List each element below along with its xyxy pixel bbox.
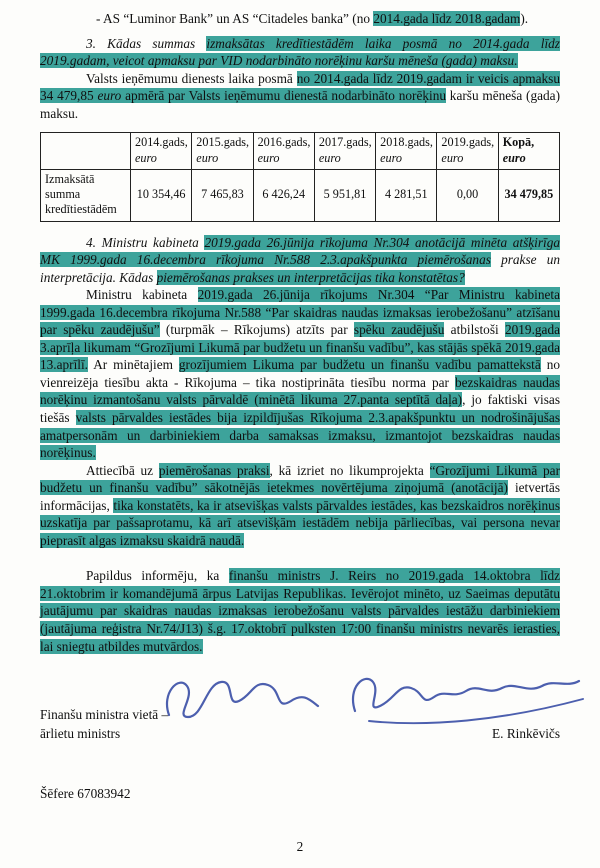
table-corner-cell [41, 133, 131, 170]
table-value-cell: 34 479,85 [498, 169, 559, 221]
signature-block [40, 683, 560, 743]
text: no vienreizēja tiesību akta - Rīkojuma – tika nostiprināta tiesību norma par [40, 357, 560, 390]
paragraph [40, 567, 560, 655]
table-column-header: 2016.gads, euro [253, 133, 314, 170]
table-row [41, 169, 560, 221]
highlighted-text: 2019.gada 26.jūnija rīkojums Nr.304 “Par Ministru kabineta 1999.gada 16.decembra rīkojuma Nr.588 “Par skaidras naudas izmaksas ierobežošanu” atzīšanu par spēku zaudējušu” [40, 287, 560, 338]
paragraph [40, 286, 560, 461]
highlighted-text: finanšu ministrs J. Reirs no 2019.gada 14.oktobra līdz 21.oktobrim ir komandējumā ārpus Latvijas Republikas. Ievērojot minēto, uz Saeimas deputātu jautājumu par skaidras naudas izmaksas ierobežošanu valsts pārvaldes iestāžu darbiniekiem (jautājuma reģistra Nr.74/J13) š.g. 17.oktobrī pulksten 17:00 finanšu ministrs nevarēs ierasties, lai sniegtu atbildes mutvārdos. [40, 568, 561, 654]
table-column-header: Kopā, euro [498, 133, 559, 170]
highlighted-text: grozījumiem Likuma par budžetu un finanšu vadību pamattekstā [178, 357, 541, 373]
highlighted-text: izmaksātas kredītiestādēm laika posmā no 2014.gada līdz 2019.gadam, veicot apmaksu par VID nodarbināto norēķinu karšu mēneša (gada) maksu. [40, 35, 560, 69]
paragraph [40, 35, 560, 70]
signer-title [40, 706, 168, 743]
paragraph [40, 234, 560, 287]
table-value-cell: 7 465,83 [192, 169, 253, 221]
text: Papildus informēju, ka [86, 568, 229, 584]
text: ietvertās informācijas, [40, 480, 560, 513]
text: 3. Kādas summas [86, 35, 207, 51]
highlighted-text: apmērā par Valsts ieņēmumu dienestā nodarbināto norēķinu [121, 88, 446, 104]
highlighted-text: valsts pārvaldes iestādes bija izpildījušas Rīkojuma 2.3.apakšpunktu un nodrošinājušas amatpersonām un darbiniekiem darba samaksas izmaksu, izmantojot bezskaidras naudas norēķinus. [40, 410, 560, 461]
text: ). [520, 11, 529, 26]
text: prakse un interpretācija. Kādas [40, 252, 560, 285]
table-value-cell: 4 281,51 [376, 169, 437, 221]
text: karšu mēneša (gada) maksu. [40, 88, 561, 121]
page-number: 2 [296, 839, 304, 855]
highlighted-text: 2014.gada līdz 2018.gadam [373, 11, 521, 26]
highlighted-text: bezskaidras naudas norēķinu izmantošanu valsts pārvaldē (minētā likuma 27.panta septītā daļa) [40, 374, 560, 408]
highlighted-text: tika konstatēts, ka ir atsevišķas valsts pārvaldes iestādes, kas bezskaidros norēķinus uzskatīja par pašsaprotamu, kā arī atsevišķām iestādēm nebija pārliecības, vai persona nevar pieprasīt algas izmaksu skaidrā naudā. [40, 497, 560, 548]
signer-title-line1: Finanšu ministra vietā – [40, 706, 169, 722]
highlighted-text: no 2014.gada līdz 2019.gadam ir veicis apmaksu 34 479,85 [40, 70, 560, 104]
document-body-top [40, 10, 560, 122]
text: Valsts ieņēmumu dienests laika posmā [86, 70, 297, 86]
table-column-header: 2018.gads, euro [376, 133, 437, 170]
text: - AS “Luminor Bank” un AS “Citadeles banka” (no [96, 11, 374, 26]
table-column-header: 2017.gads, euro [314, 133, 375, 170]
paragraph [40, 10, 560, 28]
text: 4. Ministru kabineta [86, 234, 205, 250]
table-value-cell: 6 426,24 [253, 169, 314, 221]
highlighted-text: spēku zaudējušu [353, 322, 445, 338]
table-column-header: 2014.gads, euro [131, 133, 192, 170]
table-header-row [41, 133, 560, 170]
text: Attiecībā uz [86, 462, 159, 478]
table-value-cell: 10 354,46 [131, 169, 192, 221]
highlighted-text: piemērošanas prakses un interpretācijas tika konstatētas? [156, 269, 465, 285]
highlighted-text: piemērošanas praksi [158, 462, 270, 478]
text: , kā izriet no likumprojekta [269, 462, 430, 478]
text: (turpmāk – Rīkojums) atzīts par [159, 322, 354, 338]
table-value-cell: 0,00 [437, 169, 498, 221]
signer-title-line2: ārlietu ministrs [40, 725, 121, 741]
table-row-header: Izmaksātā summa kredītiestādēm [41, 169, 131, 221]
text: Ministru kabineta [86, 287, 198, 303]
highlighted-text: “Grozījumi Likumā par budžetu un finanšu vadību” sākotnējās ietekmes novērtējuma ziņojumā (anotācijā) [40, 462, 560, 496]
signer-name: E. Rinkēvičs [492, 725, 560, 741]
document-body-bottom [40, 234, 560, 656]
table-column-header: 2015.gads, euro [192, 133, 253, 170]
handwritten-signature [155, 669, 595, 733]
highlighted-text: euro [97, 88, 122, 104]
paragraph [40, 70, 560, 123]
table-value-cell: 5 951,81 [314, 169, 375, 221]
text: , jo faktiski visas tiešās [40, 392, 560, 425]
text: atbilstoši [444, 322, 505, 338]
highlighted-text: 2019.gada 3.aprīļa likumam “Grozījumi Likumā par budžetu un finanšu vadību”, kas stājās spēkā 2019.gada 13.aprīlī. [40, 322, 561, 373]
highlighted-text: 2019.gada 26.jūnija rīkojuma Nr.304 anotācijā minēta atšķirīga MK 1999.gada 16.decembra rīkojuma Nr.588 2.3.apakšpunkta piemērošanas [40, 234, 561, 268]
paragraph [40, 462, 560, 550]
table-column-header: 2019.gads, euro [437, 133, 498, 170]
payments-table [40, 132, 560, 221]
text: Ar minētajiem [88, 357, 179, 373]
contact-reference: Šēfere 67083942 [40, 786, 131, 802]
